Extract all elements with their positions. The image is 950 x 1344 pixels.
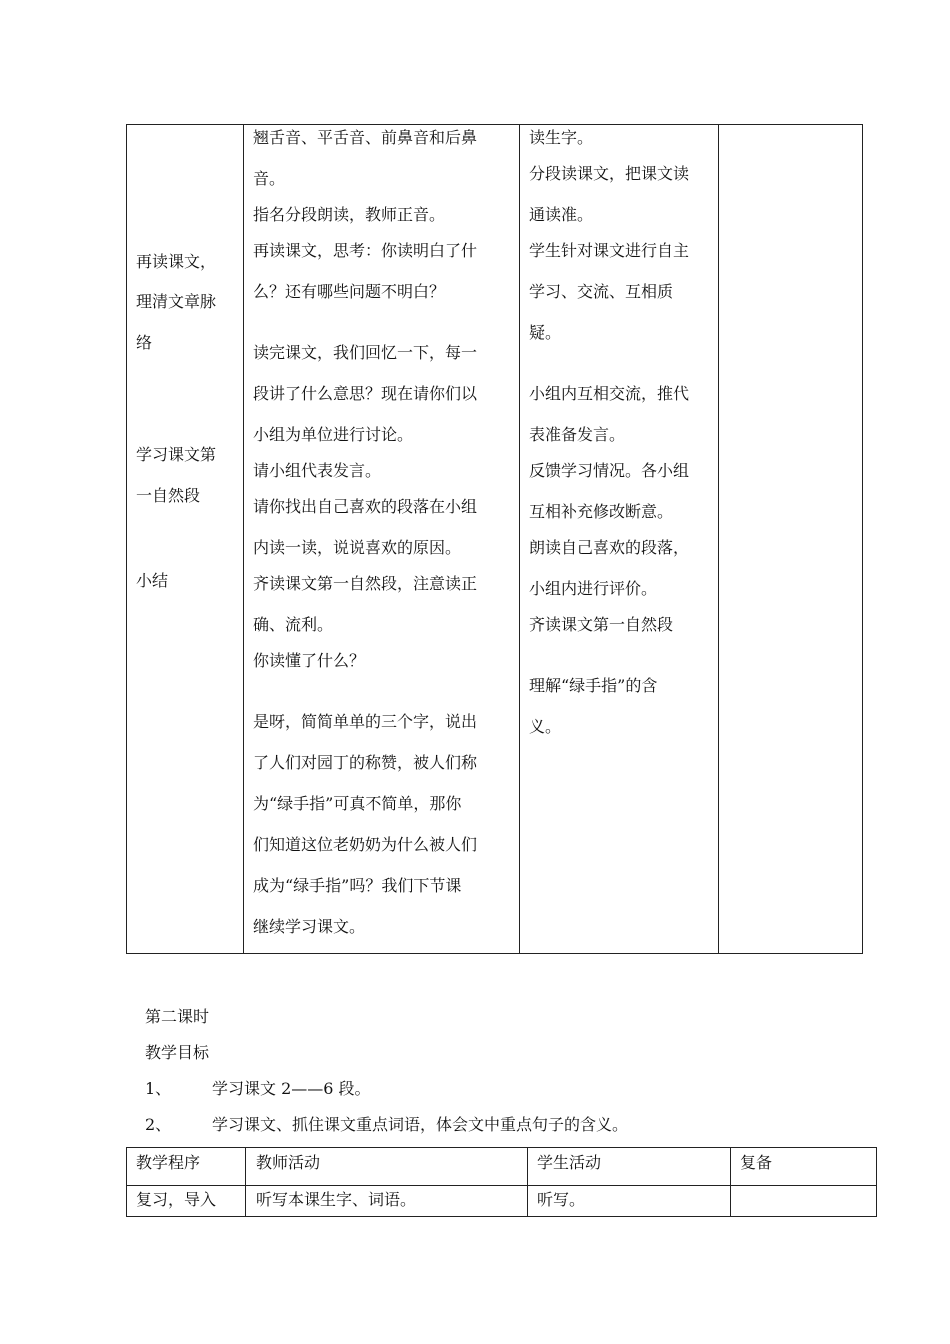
teacher-activity-text: 指名分段朗读，教师正音。 — [253, 205, 446, 224]
table2-header: 教学程序 — [136, 1153, 201, 1172]
table2-col-divider — [527, 1147, 528, 1217]
teacher-activity-text: 读完课文，我们回忆一下，每一 — [253, 343, 478, 362]
student-activity-text: 理解“绿手指”的含 — [529, 676, 658, 695]
student-activity-text: 表准备发言。 — [529, 425, 626, 444]
table2-col-divider — [730, 1147, 731, 1217]
table2-top-border — [126, 1147, 877, 1148]
student-activity-text: 小组内进行评价。 — [529, 579, 658, 598]
student-activity-text: 反馈学习情况。各小组 — [529, 461, 690, 480]
table2-header: 学生活动 — [537, 1153, 602, 1172]
table1-col-divider — [126, 124, 127, 954]
teacher-activity-text: 再读课文，思考：你读明白了什 — [253, 241, 478, 260]
student-activity-text: 小组内互相交流，推代 — [529, 384, 690, 403]
student-activity-text: 疑。 — [529, 323, 562, 342]
table2-bottom-border — [126, 1216, 877, 1217]
table1-col-divider — [519, 124, 520, 954]
student-activity-text: 分段读课文，把课文读 — [529, 164, 690, 183]
goal-text: 学习课文、抓住课文重点词语，体会文中重点句子的含义。 — [212, 1115, 629, 1134]
table2-cell: 听写。 — [537, 1190, 586, 1209]
student-activity-text: 义。 — [529, 717, 562, 736]
teacher-activity-text: 成为“绿手指”吗？我们下节课 — [253, 876, 462, 895]
goal-text: 学习课文 2——6 段。 — [212, 1079, 371, 1098]
procedure-text: 络 — [136, 333, 153, 352]
table2-col-divider — [876, 1147, 877, 1217]
goal-number: 2、 — [145, 1115, 172, 1134]
table1-col-divider — [862, 124, 863, 954]
procedure-text: 一自然段 — [136, 486, 201, 505]
table2-row-divider — [126, 1185, 877, 1186]
table1-top-border — [126, 124, 863, 125]
lesson-heading: 第二课时 — [145, 1007, 210, 1026]
student-activity-text: 朗读自己喜欢的段落， — [529, 538, 690, 557]
teacher-activity-text: 请你找出自己喜欢的段落在小组 — [253, 497, 478, 516]
teacher-activity-text: 小组为单位进行讨论。 — [253, 425, 414, 444]
student-activity-text: 读生字。 — [529, 128, 594, 147]
goal-number: 1、 — [145, 1079, 172, 1098]
procedure-text: 理清文章脉 — [136, 292, 217, 311]
table2-cell: 复习，导入 — [136, 1190, 217, 1209]
teacher-activity-text: 内读一读，说说喜欢的原因。 — [253, 538, 462, 557]
procedure-text: 再读课文， — [136, 252, 217, 271]
teacher-activity-text: 段讲了什么意思？现在请你们以 — [253, 384, 478, 403]
table2-col-divider — [245, 1147, 246, 1217]
table2-header: 复备 — [740, 1153, 773, 1172]
teacher-activity-text: 们知道这位老奶奶为什么被人们 — [253, 835, 478, 854]
student-activity-text: 齐读课文第一自然段 — [529, 615, 674, 634]
teacher-activity-text: 了人们对园丁的称赞，被人们称 — [253, 753, 478, 772]
procedure-text: 小结 — [136, 571, 169, 590]
table1-col-divider — [243, 124, 244, 954]
teacher-activity-text: 你读懂了什么？ — [253, 651, 366, 670]
teacher-activity-text: 是呀，简简单单的三个字，说出 — [253, 712, 478, 731]
student-activity-text: 学习、交流、互相质 — [529, 282, 674, 301]
teacher-activity-text: 齐读课文第一自然段，注意读正 — [253, 574, 478, 593]
table1-col-divider — [718, 124, 719, 954]
student-activity-text: 学生针对课文进行自主 — [529, 241, 690, 260]
table2-cell: 听写本课生字、词语。 — [256, 1190, 417, 1209]
teacher-activity-text: 音。 — [253, 169, 286, 188]
teacher-activity-text: 继续学习课文。 — [253, 917, 366, 936]
table2-header: 教师活动 — [256, 1153, 321, 1172]
student-activity-text: 互相补充修改断意。 — [529, 502, 674, 521]
goals-heading: 教学目标 — [145, 1043, 210, 1062]
teacher-activity-text: 请小组代表发言。 — [253, 461, 382, 480]
procedure-text: 学习课文第 — [136, 445, 217, 464]
student-activity-text: 通读准。 — [529, 205, 594, 224]
teacher-activity-text: 么？还有哪些问题不明白？ — [253, 282, 446, 301]
table2-col-divider — [126, 1147, 127, 1217]
teacher-activity-text: 确、流利。 — [253, 615, 334, 634]
teacher-activity-text: 为“绿手指”可真不简单，那你 — [253, 794, 462, 813]
teacher-activity-text: 翘舌音、平舌音、前鼻音和后鼻 — [253, 128, 478, 147]
table1-bottom-border — [126, 953, 863, 954]
